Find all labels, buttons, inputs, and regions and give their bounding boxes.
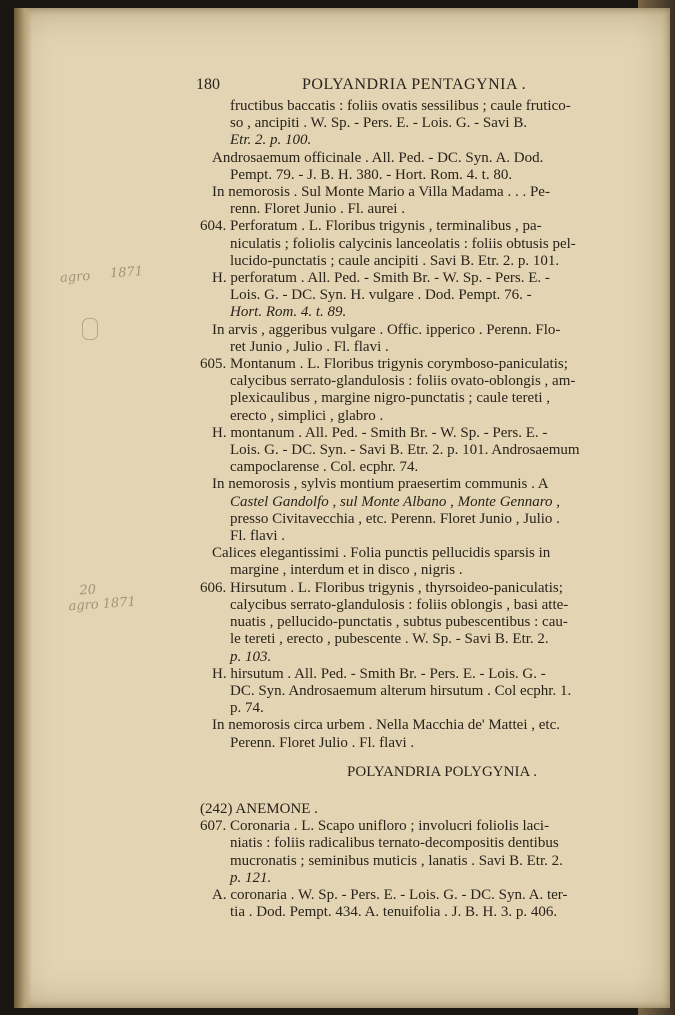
margin-note: 20 agro 1871	[68, 582, 137, 615]
text-line: Androsaemum officinale . All. Ped. - DC. Syn. A. Dod.	[212, 149, 544, 166]
text-line: A. coronaria . W. Sp. - Pers. E. - Lois. G. - DC. Syn. A. ter-	[212, 886, 568, 903]
text-line: niculatis ; foliolis calycinis lanceolatis : foliis obtusis pel-	[230, 235, 576, 252]
text-line: p. 103.	[230, 648, 272, 665]
text-line: mucronatis ; seminibus muticis , lanatis . Savi B. Etr. 2.	[230, 852, 563, 869]
text-line: p. 121.	[230, 869, 272, 886]
text-line: H. montanum . All. Ped. - Smith Br. - W. Sp. - Pers. E. -	[212, 424, 548, 441]
text-line: calycibus serrato-glandulosis : foliis ovato-oblongis , am-	[230, 373, 576, 390]
text-line: Pempt. 79. - J. B. H. 380. - Hort. Rom. 4. t. 80.	[230, 166, 513, 183]
text-line: renn. Floret Junio . Fl. aurei .	[230, 201, 405, 218]
text-line: Etr. 2. p. 100.	[230, 132, 312, 149]
text-line: niatis : foliis radicalibus ternato-decompositis dentibus	[230, 835, 559, 852]
margin-note: agro 1871	[59, 264, 144, 286]
text-line: p. 74.	[230, 700, 264, 717]
text-line: H. perforatum . All. Ped. - Smith Br. - W. Sp. - Pers. E. -	[212, 270, 550, 287]
text-line: DC. Syn. Androsaemum alterum hirsutum . Col ecphr. 1.	[230, 682, 572, 699]
species-entry-606: 606. Hirsutum . L. Floribus trigynis , thyrsoideo-paniculatis;	[200, 579, 563, 596]
text-line: Fl. flavi .	[230, 528, 285, 545]
genus-heading: (242) ANEMONE .	[200, 800, 318, 817]
text-line: Lois. G. - DC. Syn. - Savi B. Etr. 2. p. 101. Androsaemum	[230, 442, 580, 459]
text-line: Lois. G. - DC. Syn. H. vulgare . Dod. Pempt. 76. -	[230, 287, 532, 304]
text-line: H. hirsutum . All. Ped. - Smith Br. - Pers. E. - Lois. G. -	[212, 665, 546, 682]
text-line: tia . Dod. Pempt. 434. A. tenuifolia . J. B. H. 3. p. 406.	[230, 904, 558, 921]
text-line: Hort. Rom. 4. t. 89.	[230, 304, 347, 321]
section-heading: POLYANDRIA POLYGYNIA .	[347, 763, 537, 780]
page-gutter-shadow	[14, 8, 32, 1008]
species-entry-607: 607. Coronaria . L. Scapo unifloro ; involucri foliolis laci-	[200, 818, 550, 835]
text-line: ret Junio , Julio . Fl. flavi .	[230, 338, 389, 355]
text-body	[196, 98, 648, 921]
text-line: Perenn. Floret Julio . Fl. flavi .	[230, 734, 415, 751]
text-line: plexicaulibus , margine nigro-punctatis ; caule tereti ,	[230, 390, 551, 407]
text-line: margine , interdum et in disco , nigris .	[230, 562, 463, 579]
text-line: In nemorosis circa urbem . Nella Macchia de' Mattei , etc.	[212, 717, 560, 734]
species-entry-605: 605. Montanum . L. Floribus trigynis corymboso-paniculatis;	[200, 356, 568, 373]
text-line: Castel Gandolfo , sul Monte Albano , Monte Gennaro ,	[230, 493, 560, 510]
text-line: lucido-punctatis ; caule ancipiti . Savi B. Etr. 2. p. 101.	[230, 252, 560, 269]
text-line: In nemorosis , sylvis montium praesertim communis . A	[212, 476, 549, 493]
running-title: POLYANDRIA PENTAGYNIA .	[302, 76, 527, 93]
text-line: campoclarense . Col. ecphr. 74.	[230, 459, 419, 476]
text-line: In nemorosis . Sul Monte Mario a Villa Madama . . . Pe-	[212, 184, 550, 201]
species-entry-604: 604. Perforatum . L. Floribus trigynis , terminalibus , pa-	[200, 218, 542, 235]
text-line: presso Civitavecchia , etc. Perenn. Floret Junio , Julio .	[230, 510, 560, 527]
text-line: calycibus serrato-glandulosis : foliis oblongis , basi atte-	[230, 596, 569, 613]
text-line: fructibus baccatis : foliis ovatis sessilibus ; caule frutico-	[230, 98, 571, 114]
text-line: le tereti , erecto , pubescente . W. Sp. - Savi B. Etr. 2.	[230, 631, 549, 648]
text-line: so , ancipiti . W. Sp. - Pers. E. - Lois. G. - Savi B.	[230, 115, 528, 132]
text-line: In arvis , aggeribus vulgare . Offic. ipperico . Perenn. Flo-	[212, 321, 561, 338]
pencil-mark	[82, 318, 98, 340]
running-header	[196, 76, 556, 96]
page-number: 180	[196, 76, 220, 93]
text-line: Calices elegantissimi . Folia punctis pellucidis sparsis in	[212, 545, 551, 562]
text-line: nuatis , pellucido-punctatis , subtus pubescentibus : cau-	[230, 614, 568, 631]
text-line: erecto , simplici , glabro .	[230, 407, 384, 424]
